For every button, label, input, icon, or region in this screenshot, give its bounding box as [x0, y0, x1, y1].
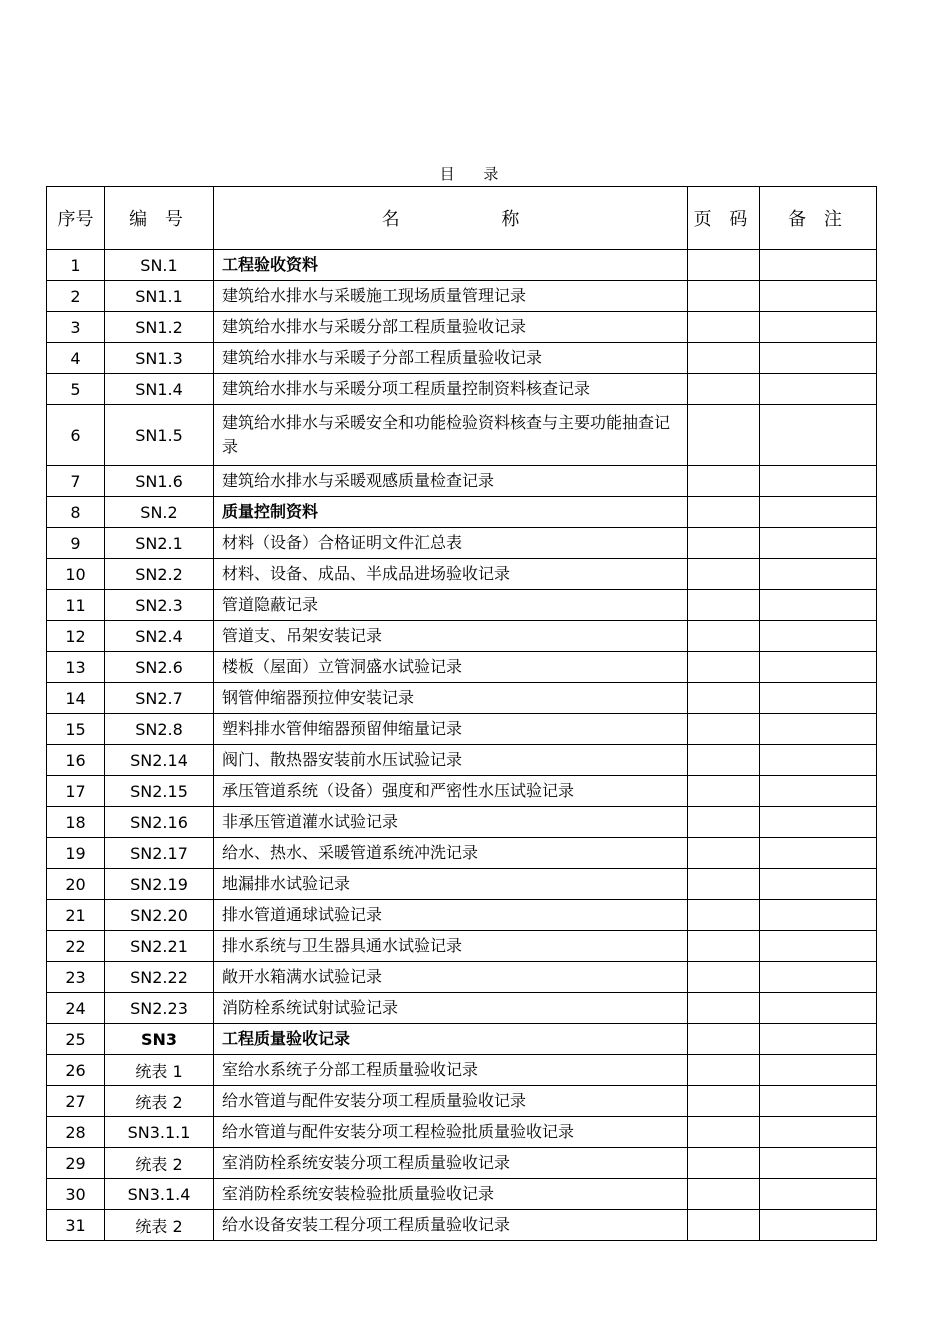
- row-remark: [760, 1024, 877, 1055]
- contents-table: [46, 186, 877, 1241]
- row-remark: [760, 559, 877, 590]
- row-remark: [760, 683, 877, 714]
- row-page: [688, 869, 760, 900]
- table-row: [47, 931, 877, 962]
- row-code: SN1.2: [105, 312, 214, 343]
- row-name: 质量控制资料: [214, 497, 688, 528]
- row-page: [688, 714, 760, 745]
- table-row: [47, 250, 877, 281]
- row-code: 统表 1: [105, 1055, 214, 1086]
- row-page: [688, 652, 760, 683]
- table-row: [47, 1024, 877, 1055]
- row-seq: 29: [47, 1148, 105, 1179]
- row-name: 给水设备安装工程分项工程质量验收记录: [214, 1210, 688, 1241]
- row-name: 室消防栓系统安装检验批质量验收记录: [214, 1179, 688, 1210]
- row-seq: 23: [47, 962, 105, 993]
- row-seq: 31: [47, 1210, 105, 1241]
- row-seq: 24: [47, 993, 105, 1024]
- row-page: [688, 559, 760, 590]
- row-seq: 11: [47, 590, 105, 621]
- table-row: [47, 1179, 877, 1210]
- row-page: [688, 838, 760, 869]
- row-seq: 26: [47, 1055, 105, 1086]
- row-remark: [760, 466, 877, 497]
- row-name: 管道隐蔽记录: [214, 590, 688, 621]
- row-name: 消防栓系统试射试验记录: [214, 993, 688, 1024]
- row-seq: 16: [47, 745, 105, 776]
- row-page: [688, 1148, 760, 1179]
- row-page: [688, 1086, 760, 1117]
- table-row: [47, 343, 877, 374]
- row-remark: [760, 281, 877, 312]
- row-page: [688, 312, 760, 343]
- row-page: [688, 683, 760, 714]
- row-page: [688, 528, 760, 559]
- row-code: SN2.20: [105, 900, 214, 931]
- row-name: 建筑给水排水与采暖安全和功能检验资料核查与主要功能抽查记录: [214, 405, 688, 466]
- row-page: [688, 900, 760, 931]
- page-title: 目 录: [439, 165, 511, 183]
- row-code: SN.2: [105, 497, 214, 528]
- row-remark: [760, 807, 877, 838]
- row-name: 给水、热水、采暖管道系统冲洗记录: [214, 838, 688, 869]
- table-row: [47, 714, 877, 745]
- row-name: 工程验收资料: [214, 250, 688, 281]
- row-remark: [760, 745, 877, 776]
- row-name: 建筑给水排水与采暖施工现场质量管理记录: [214, 281, 688, 312]
- row-code: SN1.5: [105, 405, 214, 466]
- header-name: 名 称: [214, 187, 688, 250]
- table-row: [47, 528, 877, 559]
- row-remark: [760, 776, 877, 807]
- row-page: [688, 962, 760, 993]
- table-row: [47, 1148, 877, 1179]
- row-page: [688, 466, 760, 497]
- row-name: 建筑给水排水与采暖观感质量检查记录: [214, 466, 688, 497]
- row-name: 地漏排水试验记录: [214, 869, 688, 900]
- row-page: [688, 1210, 760, 1241]
- row-seq: 1: [47, 250, 105, 281]
- row-name: 排水管道通球试验记录: [214, 900, 688, 931]
- table-row: [47, 962, 877, 993]
- row-seq: 13: [47, 652, 105, 683]
- table-row: [47, 1117, 877, 1148]
- row-seq: 18: [47, 807, 105, 838]
- row-name: 建筑给水排水与采暖分部工程质量验收记录: [214, 312, 688, 343]
- row-seq: 6: [47, 405, 105, 466]
- row-page: [688, 931, 760, 962]
- row-seq: 14: [47, 683, 105, 714]
- row-page: [688, 590, 760, 621]
- row-name: 材料（设备）合格证明文件汇总表: [214, 528, 688, 559]
- row-code: SN3.1.4: [105, 1179, 214, 1210]
- row-code: SN2.4: [105, 621, 214, 652]
- row-remark: [760, 869, 877, 900]
- row-remark: [760, 528, 877, 559]
- row-seq: 12: [47, 621, 105, 652]
- row-seq: 20: [47, 869, 105, 900]
- row-seq: 17: [47, 776, 105, 807]
- table-row: [47, 683, 877, 714]
- row-code: SN2.22: [105, 962, 214, 993]
- row-page: [688, 405, 760, 466]
- table-row: [47, 559, 877, 590]
- table-row: [47, 405, 877, 466]
- table-row: [47, 900, 877, 931]
- row-seq: 8: [47, 497, 105, 528]
- row-code: SN2.7: [105, 683, 214, 714]
- row-name: 非承压管道灌水试验记录: [214, 807, 688, 838]
- row-name: 楼板（屋面）立管洞盛水试验记录: [214, 652, 688, 683]
- row-page: [688, 497, 760, 528]
- table-row: [47, 374, 877, 405]
- row-page: [688, 776, 760, 807]
- row-code: SN2.17: [105, 838, 214, 869]
- row-code: SN2.1: [105, 528, 214, 559]
- header-remark: 备 注: [760, 187, 877, 250]
- header-page: 页 码: [688, 187, 760, 250]
- row-name: 室给水系统子分部工程质量验收记录: [214, 1055, 688, 1086]
- table-row: [47, 869, 877, 900]
- row-remark: [760, 1148, 877, 1179]
- row-remark: [760, 714, 877, 745]
- table-row: [47, 745, 877, 776]
- row-code: SN2.19: [105, 869, 214, 900]
- table-body: [47, 250, 877, 1241]
- row-page: [688, 993, 760, 1024]
- row-code: SN2.3: [105, 590, 214, 621]
- row-code: SN2.21: [105, 931, 214, 962]
- row-page: [688, 807, 760, 838]
- row-page: [688, 374, 760, 405]
- table-row: [47, 281, 877, 312]
- row-page: [688, 1055, 760, 1086]
- row-code: SN2.6: [105, 652, 214, 683]
- table-row: [47, 497, 877, 528]
- table-row: [47, 652, 877, 683]
- table-row: [47, 621, 877, 652]
- row-remark: [760, 1086, 877, 1117]
- row-remark: [760, 497, 877, 528]
- row-seq: 2: [47, 281, 105, 312]
- row-seq: 3: [47, 312, 105, 343]
- row-name: 敞开水箱满水试验记录: [214, 962, 688, 993]
- row-remark: [760, 1210, 877, 1241]
- row-code: SN2.14: [105, 745, 214, 776]
- row-remark: [760, 931, 877, 962]
- row-code: SN2.15: [105, 776, 214, 807]
- row-name: 室消防栓系统安装分项工程质量验收记录: [214, 1148, 688, 1179]
- row-page: [688, 250, 760, 281]
- row-code: SN2.2: [105, 559, 214, 590]
- row-seq: 28: [47, 1117, 105, 1148]
- table-row: [47, 312, 877, 343]
- row-remark: [760, 405, 877, 466]
- row-remark: [760, 1117, 877, 1148]
- row-page: [688, 1179, 760, 1210]
- row-name: 给水管道与配件安装分项工程质量验收记录: [214, 1086, 688, 1117]
- table-row: [47, 1210, 877, 1241]
- table-row: [47, 807, 877, 838]
- row-seq: 9: [47, 528, 105, 559]
- row-page: [688, 621, 760, 652]
- row-code: 统表 2: [105, 1086, 214, 1117]
- row-code: SN3: [105, 1024, 214, 1055]
- row-code: SN2.16: [105, 807, 214, 838]
- row-page: [688, 1024, 760, 1055]
- row-code: SN2.23: [105, 993, 214, 1024]
- row-seq: 10: [47, 559, 105, 590]
- row-remark: [760, 312, 877, 343]
- row-seq: 5: [47, 374, 105, 405]
- row-seq: 19: [47, 838, 105, 869]
- row-code: SN1.3: [105, 343, 214, 374]
- row-remark: [760, 374, 877, 405]
- row-seq: 15: [47, 714, 105, 745]
- row-remark: [760, 1055, 877, 1086]
- row-remark: [760, 962, 877, 993]
- header-code: 编 号: [105, 187, 214, 250]
- header-seq: 序号: [47, 187, 105, 250]
- row-remark: [760, 590, 877, 621]
- row-code: 统表 2: [105, 1148, 214, 1179]
- row-page: [688, 343, 760, 374]
- row-seq: 7: [47, 466, 105, 497]
- row-name: 阀门、散热器安装前水压试验记录: [214, 745, 688, 776]
- row-seq: 27: [47, 1086, 105, 1117]
- table-row: [47, 590, 877, 621]
- table-row: [47, 466, 877, 497]
- table-row: [47, 838, 877, 869]
- row-seq: 4: [47, 343, 105, 374]
- row-name: 管道支、吊架安装记录: [214, 621, 688, 652]
- row-code: SN1.4: [105, 374, 214, 405]
- row-remark: [760, 652, 877, 683]
- table-row: [47, 1055, 877, 1086]
- row-page: [688, 745, 760, 776]
- row-seq: 25: [47, 1024, 105, 1055]
- row-name: 建筑给水排水与采暖分项工程质量控制资料核查记录: [214, 374, 688, 405]
- row-name: 工程质量验收记录: [214, 1024, 688, 1055]
- row-name: 给水管道与配件安装分项工程检验批质量验收记录: [214, 1117, 688, 1148]
- table-row: [47, 776, 877, 807]
- row-code: SN2.8: [105, 714, 214, 745]
- row-code: SN3.1.1: [105, 1117, 214, 1148]
- row-code: 统表 2: [105, 1210, 214, 1241]
- row-name: 材料、设备、成品、半成品进场验收记录: [214, 559, 688, 590]
- row-name: 承压管道系统（设备）强度和严密性水压试验记录: [214, 776, 688, 807]
- row-seq: 30: [47, 1179, 105, 1210]
- row-page: [688, 281, 760, 312]
- table-row: [47, 1086, 877, 1117]
- row-remark: [760, 838, 877, 869]
- row-name: 塑料排水管伸缩器预留伸缩量记录: [214, 714, 688, 745]
- row-remark: [760, 900, 877, 931]
- row-code: SN.1: [105, 250, 214, 281]
- row-remark: [760, 993, 877, 1024]
- row-remark: [760, 250, 877, 281]
- row-remark: [760, 343, 877, 374]
- row-remark: [760, 621, 877, 652]
- row-page: [688, 1117, 760, 1148]
- row-name: 钢管伸缩器预拉伸安装记录: [214, 683, 688, 714]
- row-seq: 21: [47, 900, 105, 931]
- row-remark: [760, 1179, 877, 1210]
- row-code: SN1.1: [105, 281, 214, 312]
- row-code: SN1.6: [105, 466, 214, 497]
- table-row: [47, 993, 877, 1024]
- row-name: 建筑给水排水与采暖子分部工程质量验收记录: [214, 343, 688, 374]
- row-name: 排水系统与卫生器具通水试验记录: [214, 931, 688, 962]
- header-row: [47, 187, 877, 250]
- row-seq: 22: [47, 931, 105, 962]
